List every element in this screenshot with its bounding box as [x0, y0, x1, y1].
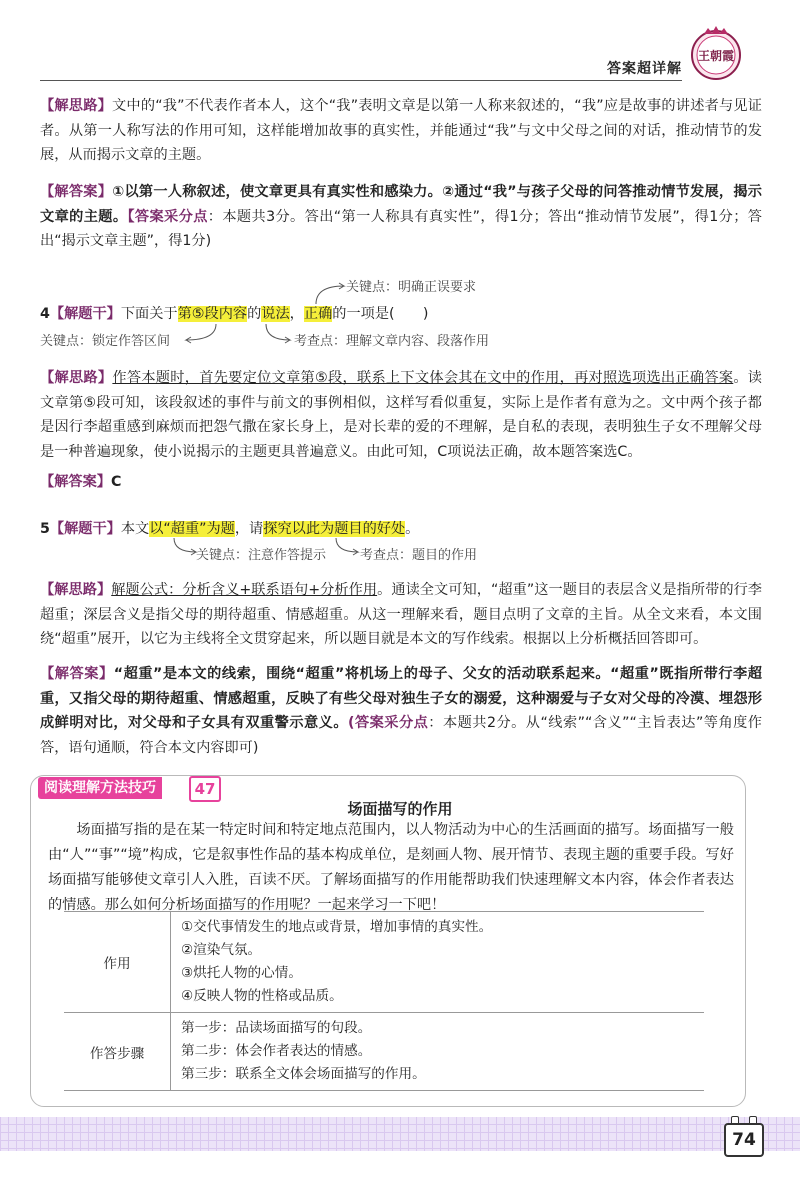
q4-number: 4: [40, 306, 50, 322]
q4-analysis-text: 。读文章第⑤段可知，该段叙述的事件与前文的事例相似，这样写看似重复，实际上是作者有意为之。文中两个孩子都是因行李超重感到麻烦而把怨气撒在家长身上，是对长辈的爱的不理解，是自私的表现，表明独生子女不理解父母是一种普遍现象，使小说揭示的主题更具普遍意义。由此可知，C项说法正确，故本题答案选C。: [40, 370, 762, 460]
q4-annotation-right: 考查点：理解文章内容、段落作用: [294, 334, 490, 349]
section-header-title: 答案超详解: [607, 61, 682, 77]
q5-stem-highlight-1: 以“超重”为题: [149, 521, 235, 537]
q5-stem: [40, 517, 762, 542]
method-tips-table: [64, 911, 704, 1091]
q4-answer-text: C: [110, 474, 122, 490]
table-row: [64, 1013, 704, 1091]
q5-scoring-tag: (答案采分点: [347, 715, 429, 732]
q4-analysis-tag: 【解思路】: [40, 370, 113, 386]
footer-band: [0, 1117, 800, 1151]
list-item: 第三步：联系全文体会场面描写的作用。: [181, 1066, 426, 1082]
q5-annotation-right: 考查点：题目的作用: [360, 548, 478, 563]
q4-answer-tag: 【解答案】: [40, 474, 111, 490]
q4-analysis: [40, 366, 762, 464]
q5-analysis-text: 。通读全文可知，“超重”这一题目的表层含义是指所带的行李超重；深层含义是指父母的期待超重、情感超重。从这一理解来看，题目点明了文章的主旨。从全文来看，本文围绕“超重”展开，以它为主线将全文贯穿起来，所以题目就是本文的写作线索。根据以上分析概括回答即可。: [40, 582, 762, 648]
table-row-content: [171, 1013, 705, 1091]
q4-stem-highlight-1: 第⑤段内容: [177, 306, 248, 322]
list-item: ②渲染气氛。: [181, 942, 262, 958]
q5-stem-mid: ，请: [234, 521, 264, 537]
method-tips-intro: 场面描写指的是在某一特定时间和特定地点范围内，以人物活动为中心的生活画面的描写。场面描写一般由“人”“事”“境”构成，它是叙事性作品的基本构成单位，是刻画人物、展开情节、表现主题的重要手段。写好场面描写能够使文章引人入胜，百读不厌。了解场面描写的作用能帮助我们快速理解文本内容，体会作者表达的情感。那么如何分析场面描写的作用呢？一起来学习一下吧！: [48, 822, 734, 913]
q3-analysis-tag: 【解思路】: [40, 98, 113, 114]
brand-logo-icon: [686, 22, 746, 82]
q5-answer-text: “超重”是本文的线索，围绕“超重”将机场上的母子、父女的活动联系起来。“超重”既指所带行李超重，又指父母的期待超重、情感超重，反映了有些父母对独生子女的溺爱，这种溺爱与子女对父母的冷漠、埋怨形成鲜明对比，对父母和子女具有双重警示意义。: [40, 666, 762, 732]
table-row-label: 作用: [64, 912, 171, 1013]
q4-answer: [40, 470, 762, 495]
q4-analysis-underlined: 作答本题时，首先要定位文章第⑤段，联系上下文体会其在文中的作用，再对照选项选出正确答案: [112, 370, 734, 386]
header-rule: [40, 80, 682, 81]
q4-stem-tag: 【解题干】: [49, 306, 121, 322]
q5-number: 5: [40, 521, 50, 537]
method-tips-title: 场面描写的作用: [347, 800, 453, 818]
q5-stem-tag: 【解题干】: [49, 521, 121, 537]
method-tips-tag: 阅读理解方法技巧: [38, 777, 162, 799]
q5-stem-pre: 本文: [120, 521, 150, 537]
q5-analysis-tag: 【解思路】: [40, 582, 112, 598]
q4-stem-post: 的一项是( ): [332, 306, 429, 322]
list-item: ③烘托人物的心情。: [181, 965, 302, 981]
q3-answer-text: ①以第一人称叙述，使文章更具有真实性和感染力。②通过“我”与孩子父母的问答推动情节发展，揭示文章的主题。: [40, 184, 762, 225]
q4-stem-mid-2: ，: [289, 306, 304, 322]
q5-analysis: [40, 578, 762, 652]
page-number: 74: [724, 1123, 764, 1157]
q4-annotation-left: 关键点：锁定作答区间: [40, 334, 171, 349]
q3-answer-tag: 【解答案】: [40, 184, 113, 200]
q5-answer-tag: 【解答案】: [40, 666, 114, 682]
q4-stem-mid-1: 的: [247, 306, 262, 322]
q3-analysis-text: 文中的“我”不代表作者本人，这个“我”表明文章是以第一人称来叙述的，“我”应是故事的讲述者与见证者。从第一人称写法的作用可知，这样能增加故事的真实性，并能通过“我”与文中父母之间的对话，推动情节的发展，从而揭示文章的主题。: [40, 98, 762, 164]
table-row-content: [171, 912, 705, 1013]
q3-analysis: [40, 94, 762, 168]
q5-analysis-underlined: 解题公式：分析含义+联系语句+分析作用: [111, 582, 378, 598]
q4-stem-pre: 下面关于: [120, 306, 178, 322]
q4-annotation-top: 关键点：明确正误要求: [346, 280, 477, 295]
table-row: [64, 912, 704, 1013]
q5-annotation-left: 关键点：注意作答提示: [196, 548, 327, 563]
q5-scoring-text: ：本题共2分。从“线索”“含义”“主旨表达”等角度作答，语句通顺，符合本文内容即可): [40, 715, 762, 756]
table-row-label: 作答步骤: [64, 1013, 171, 1091]
list-item: ①交代事情发生的地点或背景，增加事情的真实性。: [181, 919, 493, 935]
q5-stem-post: 。: [405, 521, 420, 537]
q3-scoring-text: ：本题共3分。答出“第一人称具有真实性”，得1分；答出“推动情节发展”，得1分；答出“揭示文章主题”，得1分): [40, 208, 762, 250]
list-item: 第一步：品读场面描写的句段。: [181, 1020, 372, 1036]
q5-answer: [40, 662, 762, 760]
q4-stem-highlight-2: 说法: [261, 306, 290, 322]
q3-scoring-tag: 【答案采分点: [127, 208, 208, 225]
q5-stem-highlight-2: 探究以此为题目的好处: [263, 521, 406, 537]
method-tips-number: 47: [189, 776, 221, 802]
brand-logo-text: 王朝霞: [697, 49, 735, 63]
q3-answer: [40, 180, 762, 254]
list-item: ④反映人物的性格或品质。: [181, 988, 343, 1004]
list-item: 第二步：体会作者表达的情感。: [181, 1043, 372, 1059]
q4-stem-highlight-3: 正确: [303, 306, 333, 322]
